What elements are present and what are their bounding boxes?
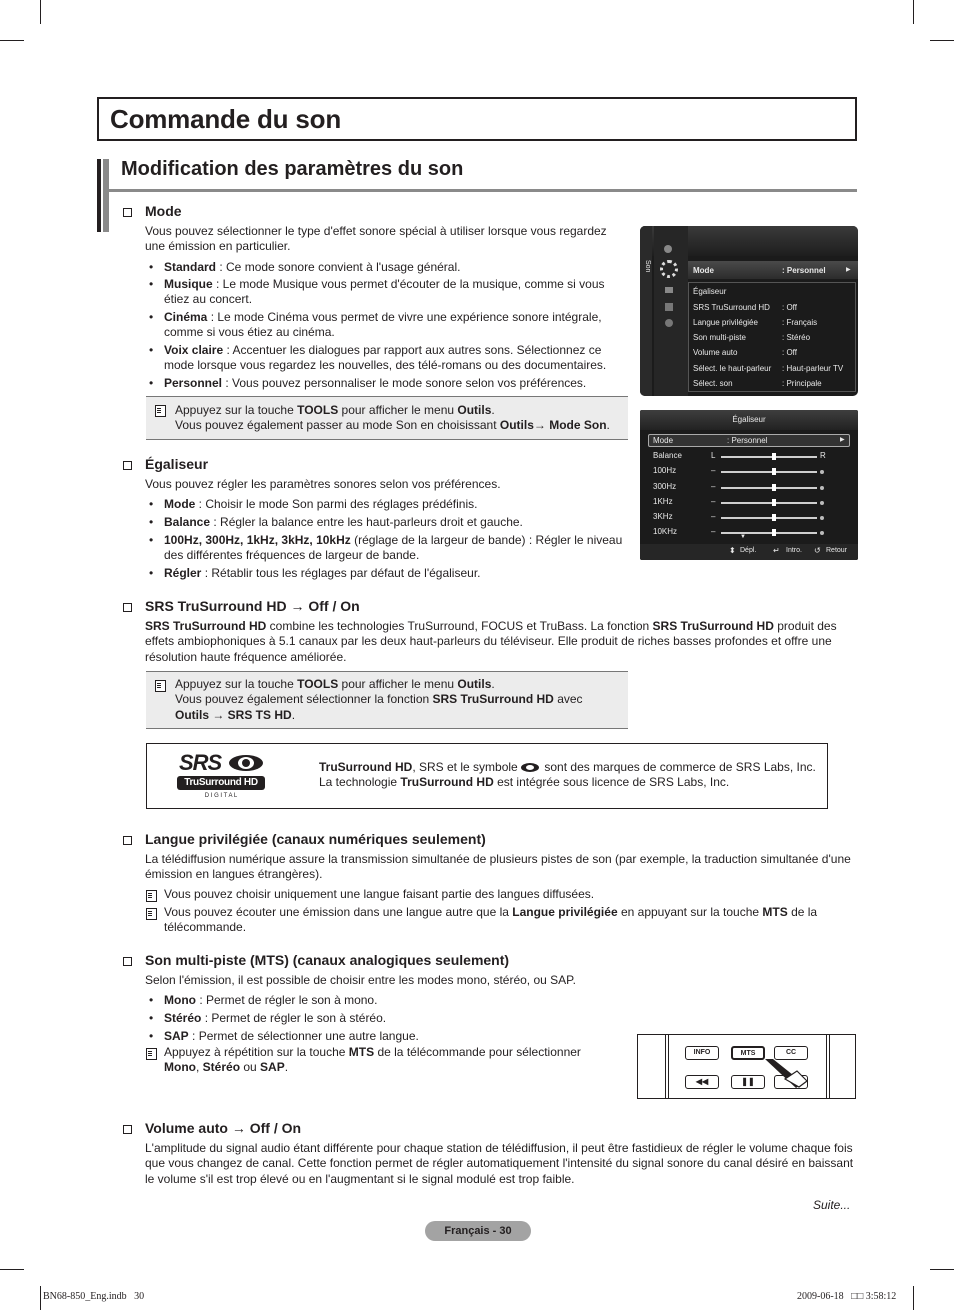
eq-band-label: 100Hz bbox=[653, 466, 677, 475]
menu-row-label[interactable]: SRS TruSurround HD bbox=[693, 303, 770, 312]
note-icon bbox=[155, 405, 165, 416]
cc-button[interactable]: CC bbox=[774, 1046, 808, 1060]
multi-bullet: • Stéréo : Permet de régler le son à stéréo. bbox=[164, 1011, 564, 1026]
note-line: Appuyez sur la touche TOOLS pour afficher le menu Outils. Vous pouvez également passer au mode Son en choisissant Outils→ Mode Son. bbox=[175, 403, 610, 433]
minus-icon: – bbox=[711, 482, 716, 491]
remote-edge bbox=[665, 1035, 666, 1099]
mode-bullet: • Standard : Ce mode sonore convient à l'usage général. bbox=[164, 260, 634, 275]
menu-row-value: : Haut-parleur TV bbox=[782, 364, 844, 373]
crop-mark bbox=[913, 1286, 914, 1310]
langue-note: Vous pouvez écouter une émission dans une langue autre que la Langue privilégiée en appuyant sur la touche MTS de la télécommande. bbox=[164, 905, 818, 935]
note-line: Appuyez sur la touche TOOLS pour afficher le menu Outils. Vous pouvez également sélectionner la fonction SRS TruSurround HD avec Outils → SRS TS HD. bbox=[175, 677, 583, 722]
eq-band-label: 10KHz bbox=[653, 527, 678, 536]
multi-heading: Son multi-piste (MTS) (canaux analogiques seulement) bbox=[123, 952, 509, 968]
section-bar bbox=[97, 159, 101, 232]
crop-mark bbox=[930, 1269, 954, 1270]
srs-trademark-box bbox=[146, 743, 828, 809]
eq-balance-track[interactable] bbox=[721, 456, 817, 458]
menu-tab-label: Son bbox=[644, 260, 651, 273]
eq-band-track[interactable] bbox=[721, 502, 817, 504]
menu-row-value: : Off bbox=[782, 303, 797, 312]
eq-footer-back: Retour bbox=[826, 547, 848, 554]
checkbox-icon bbox=[123, 208, 132, 217]
egaliseur-bullet: • Balance : Régler la balance entre les haut-parleurs droit et gauche. bbox=[164, 515, 624, 530]
remote-illustration bbox=[637, 1034, 856, 1099]
mode-intro: Vous pouvez sélectionner le type d'effet sonore spécial à utiliser lorsque vous regardez une émission en particulier. bbox=[145, 224, 607, 254]
egaliseur-heading: Égaliseur bbox=[123, 456, 208, 472]
plus-icon bbox=[820, 486, 824, 490]
eq-title: Égaliseur bbox=[732, 415, 766, 424]
mts-button[interactable]: MTS bbox=[731, 1046, 765, 1060]
page-number-badge: Français - 30 bbox=[425, 1221, 531, 1241]
hand-pointer-icon bbox=[763, 1057, 813, 1089]
eq-footer-move: Dépl. bbox=[740, 547, 757, 554]
egaliseur-bullet: • 100Hz, 300Hz, 1kHz, 3kHz, 10kHz (réglage de la largeur de bande) : Régler le niveau des différentes fréquences de largeur de bande. bbox=[164, 533, 634, 564]
mode-bullet: • Cinéma : Le mode Cinéma vous permet de vivre une expérience sonore intégrale, comme si vous étiez au cinéma. bbox=[164, 310, 626, 341]
gear-icon bbox=[660, 260, 678, 278]
menu-row-value: : Stéréo bbox=[782, 333, 811, 342]
plus-icon bbox=[820, 516, 824, 520]
eq-balance-label: Balance bbox=[653, 451, 682, 460]
print-timestamp: 2009-06-18 □□ 3:58:12 bbox=[797, 1291, 897, 1302]
volume-heading: Volume auto → Off / On bbox=[123, 1120, 301, 1136]
srs-logo-digital: D I G I T A L bbox=[204, 793, 238, 799]
eq-mode-value: : Personnel bbox=[727, 436, 768, 445]
egaliseur-intro: Vous pouvez régler les paramètres sonores selon vos préférences. bbox=[145, 477, 501, 491]
remote-edge bbox=[668, 1035, 669, 1099]
srs-logo-text: SRS bbox=[179, 750, 222, 775]
eq-balance-knob[interactable] bbox=[772, 453, 776, 460]
crop-mark bbox=[930, 40, 954, 41]
menu-row-label[interactable]: Langue privilégiée bbox=[693, 318, 758, 327]
multi-paragraph: Selon l'émission, il est possible de choisir entre les modes mono, stéréo, ou SAP. bbox=[145, 973, 576, 987]
arrow-right-icon: ▶ bbox=[840, 437, 845, 443]
crop-mark bbox=[40, 1286, 41, 1310]
equalizer-screen bbox=[640, 410, 858, 560]
eq-band-track[interactable] bbox=[721, 471, 817, 473]
menu-row-label[interactable]: Égaliseur bbox=[693, 287, 727, 296]
plus-icon bbox=[820, 531, 824, 535]
menu-tab bbox=[640, 226, 652, 396]
multi-bullet: • Mono : Permet de régler le son à mono. bbox=[164, 993, 564, 1008]
menu-row-value: : Principale bbox=[782, 379, 822, 388]
eq-left-label: L bbox=[711, 451, 716, 460]
menu-row-label[interactable]: Mode bbox=[693, 266, 714, 275]
crop-mark bbox=[0, 1269, 24, 1270]
mode-bullet: • Voix claire : Accentuer les dialogues par rapport aux autres sons. Sélectionnez ce mode lorsque vous regardez les nouvelles, des télé-romans ou des documentaires. bbox=[164, 343, 626, 374]
section-bar-accent bbox=[103, 159, 109, 232]
langue-heading: Langue privilégiée (canaux numériques seulement) bbox=[123, 831, 486, 847]
menu-row-label[interactable]: Son multi-piste bbox=[693, 333, 746, 342]
return-icon: ↺ bbox=[814, 546, 821, 555]
section-title: Modification des paramètres du son bbox=[121, 158, 464, 180]
crop-mark bbox=[0, 40, 24, 41]
langue-paragraph: La télédiffusion numérique assure la transmission simultanée de plusieurs pistes de son (par exemple, la traduction simultanée d'une émission en langues étrangères). bbox=[145, 852, 851, 882]
plus-icon bbox=[820, 470, 824, 474]
son-menu-screen bbox=[640, 226, 858, 396]
eq-right-label: R bbox=[820, 451, 826, 460]
page-title: Commande du son bbox=[110, 104, 342, 134]
arrow-right-icon: ▶ bbox=[846, 267, 851, 273]
menu-row-label[interactable]: Sélect. son bbox=[693, 379, 733, 388]
menu-row-label[interactable]: Volume auto bbox=[693, 348, 738, 357]
srs-heading: SRS TruSurround HD → Off / On bbox=[123, 598, 360, 614]
info-button[interactable]: INFO bbox=[685, 1046, 719, 1060]
checkbox-icon bbox=[123, 461, 132, 470]
eq-band-knob[interactable] bbox=[772, 529, 776, 536]
crop-mark bbox=[913, 0, 914, 24]
menu-row-value: : Off bbox=[782, 348, 797, 357]
note-icon bbox=[146, 908, 156, 919]
eq-band-label: 1KHz bbox=[653, 497, 673, 506]
srs-logo-badge: TruSurround HD bbox=[177, 776, 265, 790]
enter-icon: ↵ bbox=[773, 546, 780, 555]
picture-icon bbox=[664, 245, 672, 253]
eq-band-knob[interactable] bbox=[772, 468, 776, 475]
eq-band-label: 300Hz bbox=[653, 482, 677, 491]
minus-icon: – bbox=[711, 466, 716, 475]
pause-button[interactable]: ❚❚ bbox=[731, 1075, 765, 1089]
eq-band-label: 3KHz bbox=[653, 512, 673, 521]
srs-symbol-icon bbox=[229, 755, 263, 771]
plus-icon bbox=[820, 501, 824, 505]
page-title-box bbox=[97, 97, 857, 141]
srs-symbol-icon bbox=[521, 763, 539, 772]
remote-edge bbox=[829, 1035, 830, 1099]
minus-icon: – bbox=[711, 512, 716, 521]
note-icon bbox=[155, 680, 165, 691]
egaliseur-bullet: • Régler : Rétablir tous les réglages par défaut de l'égaliseur. bbox=[164, 566, 624, 581]
note-icon bbox=[146, 1048, 156, 1059]
support-icon bbox=[665, 319, 673, 327]
eq-band-knob[interactable] bbox=[772, 484, 776, 491]
note-icon bbox=[146, 890, 156, 901]
print-file-name: BN68-850_Eng.indb 30 bbox=[43, 1291, 145, 1302]
eq-band-track[interactable] bbox=[721, 517, 817, 519]
checkbox-icon bbox=[123, 836, 132, 845]
eq-mode-label: Mode bbox=[653, 436, 674, 445]
checkbox-icon bbox=[123, 1125, 132, 1134]
multi-bullet: • SAP : Permet de sélectionner une autre langue. bbox=[164, 1029, 564, 1044]
eq-footer-enter: Intro. bbox=[786, 547, 802, 554]
section-rule bbox=[109, 189, 857, 192]
arrow-down-icon: ▼ bbox=[740, 534, 746, 540]
remote-edge bbox=[826, 1035, 827, 1099]
eq-band-knob[interactable] bbox=[772, 499, 776, 506]
rewind-button[interactable]: ◀◀ bbox=[685, 1075, 719, 1089]
mode-bullet: • Personnel : Vous pouvez personnaliser le mode sonore selon vos préférences. bbox=[164, 376, 634, 391]
eq-band-track[interactable] bbox=[721, 532, 817, 534]
setup-icon bbox=[665, 303, 673, 311]
menu-row-label[interactable]: Sélect. le haut-parleur bbox=[693, 364, 772, 373]
srs-paragraph: SRS TruSurround HD combine les technologies TruSurround, FOCUS et TruBass. La fonction SRS TruSurround HD produit des effets ambiophoniques à 5.1 canaux par les deux haut-parleurs du téléviseur. Elle produit de riches basses profondes et offre une résolution haute fréquence améliorée. bbox=[145, 619, 837, 664]
menu-row-value: : Français bbox=[782, 318, 818, 327]
egaliseur-bullet: • Mode : Choisir le mode Son parmi des réglages prédéfinis. bbox=[164, 497, 624, 512]
mode-note bbox=[146, 396, 628, 440]
minus-icon: – bbox=[711, 527, 716, 536]
mode-bullet: • Musique : Le mode Musique vous permet d'écouter de la musique, comme si vous étiez au concert. bbox=[164, 277, 626, 308]
checkbox-icon bbox=[123, 957, 132, 966]
move-icon: ⬍ bbox=[729, 546, 736, 555]
channel-icon bbox=[665, 287, 673, 293]
continued-label: Suite... bbox=[813, 1198, 851, 1212]
eq-band-track[interactable] bbox=[721, 487, 817, 489]
mode-heading: Mode bbox=[123, 203, 182, 219]
menu-row-value: : Personnel bbox=[782, 266, 826, 275]
srs-logo bbox=[177, 751, 267, 801]
multi-note: Appuyez à répétition sur la touche MTS de la télécommande pour sélectionner Mono, Stéréo ou SAP. bbox=[164, 1045, 581, 1075]
checkbox-icon bbox=[123, 603, 132, 612]
langue-note: Vous pouvez choisir uniquement une langue faisant partie des langues diffusées. bbox=[164, 887, 595, 901]
srs-note bbox=[146, 671, 628, 729]
minus-icon: – bbox=[711, 497, 716, 506]
volume-paragraph: L'amplitude du signal audio étant différente pour chaque station de télédiffusion, il peut être fastidieux de régler le volume chaque fois que vous changez de canal. Cette fonction permet de régler automatiquement l'intensité du signal sonore du canal désiré en baissant le volume s'il est trop élevé ou en l'augmentant si le signal modulé est trop faible. bbox=[145, 1141, 854, 1186]
crop-mark bbox=[40, 0, 41, 24]
eq-band-knob[interactable] bbox=[772, 514, 776, 521]
srs-trademark-text: TruSurround HD, SRS et le symbole sont des marques de commerce de SRS Labs, Inc. La technologie TruSurround HD est intégrée sous licence de SRS Labs, Inc. bbox=[319, 760, 816, 790]
